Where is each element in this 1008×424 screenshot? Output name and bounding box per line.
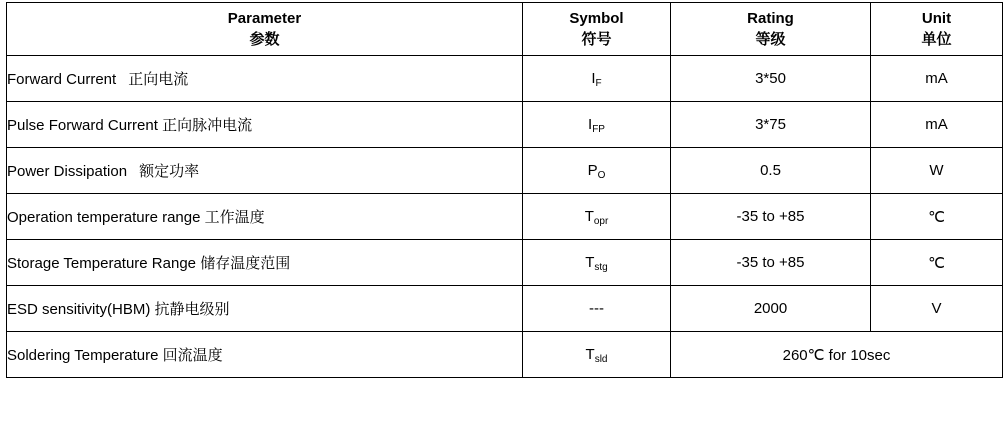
symbol-base: T — [584, 208, 594, 225]
table-row — [7, 194, 1003, 240]
symbol-subscript: sld — [594, 354, 608, 365]
cell-parameter — [7, 56, 523, 102]
cell-parameter — [7, 240, 523, 286]
cell-rating: 0.5 — [671, 148, 871, 194]
cell-unit: mA — [871, 102, 1003, 148]
parameter-label-en: Storage Temperature Range — [7, 255, 197, 272]
symbol-base: P — [587, 162, 598, 179]
parameter-label-zh: 正向电流 — [128, 70, 189, 88]
table-row — [7, 102, 1003, 148]
parameter-label-en: Power Dissipation — [7, 163, 128, 180]
cell-parameter — [7, 102, 523, 148]
cell-unit: V — [871, 286, 1003, 332]
parameter-label-en: Pulse Forward Current — [7, 117, 158, 134]
parameter-label-zh: 回流温度 — [162, 346, 223, 364]
parameter-label-zh: 正向脉冲电流 — [162, 116, 253, 134]
cell-rating: -35 to +85 — [671, 240, 871, 286]
cell-unit: mA — [871, 56, 1003, 102]
cell-rating: -35 to +85 — [671, 194, 871, 240]
cell-parameter — [7, 286, 523, 332]
cell-parameter — [7, 194, 523, 240]
cell-symbol — [523, 240, 671, 286]
table-row — [7, 332, 1003, 378]
parameter-label-en: ESD sensitivity(HBM) — [7, 301, 151, 318]
cell-symbol — [523, 286, 671, 332]
column-header-unit-zh: 单位 — [921, 30, 952, 48]
symbol-base: T — [585, 346, 595, 363]
cell-rating: 2000 — [671, 286, 871, 332]
absolute-maximum-ratings-table — [6, 2, 1003, 378]
cell-parameter — [7, 148, 523, 194]
parameter-label-zh: 储存温度范围 — [200, 254, 291, 272]
cell-symbol — [523, 102, 671, 148]
column-header-unit-en: Unit — [921, 9, 952, 27]
parameter-label-zh: 额定功率 — [139, 162, 200, 180]
column-header-parameter-en: Parameter — [227, 9, 302, 27]
cell-symbol — [523, 332, 671, 378]
cell-rating: 3*75 — [671, 102, 871, 148]
table-row — [7, 56, 1003, 102]
symbol-base: --- — [589, 300, 604, 317]
symbol-subscript: F — [595, 78, 602, 89]
cell-unit: W — [871, 148, 1003, 194]
column-header-parameter-zh: 参数 — [249, 30, 280, 48]
cell-rating: 260℃ for 10sec — [671, 332, 1003, 378]
parameter-label-en: Operation temperature range — [7, 209, 201, 226]
cell-symbol — [523, 148, 671, 194]
symbol-base: T — [585, 254, 595, 271]
column-header-symbol — [523, 3, 671, 56]
table-row — [7, 286, 1003, 332]
parameter-label-zh: 抗静电级别 — [154, 300, 230, 318]
symbol-base: I — [588, 116, 593, 133]
cell-rating: 3*50 — [671, 56, 871, 102]
column-header-rating-en: Rating — [747, 9, 794, 27]
parameter-label-zh: 工作温度 — [204, 208, 265, 226]
column-header-unit — [871, 3, 1003, 56]
cell-unit: ℃ — [871, 194, 1003, 240]
table-row — [7, 240, 1003, 286]
column-header-symbol-zh: 符号 — [581, 30, 612, 48]
column-header-rating-zh: 等级 — [755, 30, 786, 48]
parameter-label-en: Soldering Temperature — [7, 347, 159, 364]
symbol-subscript: O — [597, 170, 606, 181]
cell-symbol — [523, 194, 671, 240]
column-header-symbol-en: Symbol — [569, 9, 624, 27]
symbol-subscript: stg — [594, 262, 608, 273]
cell-unit: ℃ — [871, 240, 1003, 286]
column-header-parameter — [7, 3, 523, 56]
table-row — [7, 148, 1003, 194]
symbol-subscript: opr — [593, 216, 609, 227]
cell-parameter — [7, 332, 523, 378]
parameter-label-en: Forward Current — [7, 71, 117, 88]
symbol-subscript: FP — [592, 124, 605, 135]
symbol-base: I — [591, 70, 596, 87]
table-header-row — [7, 3, 1003, 56]
cell-symbol — [523, 56, 671, 102]
column-header-rating — [671, 3, 871, 56]
